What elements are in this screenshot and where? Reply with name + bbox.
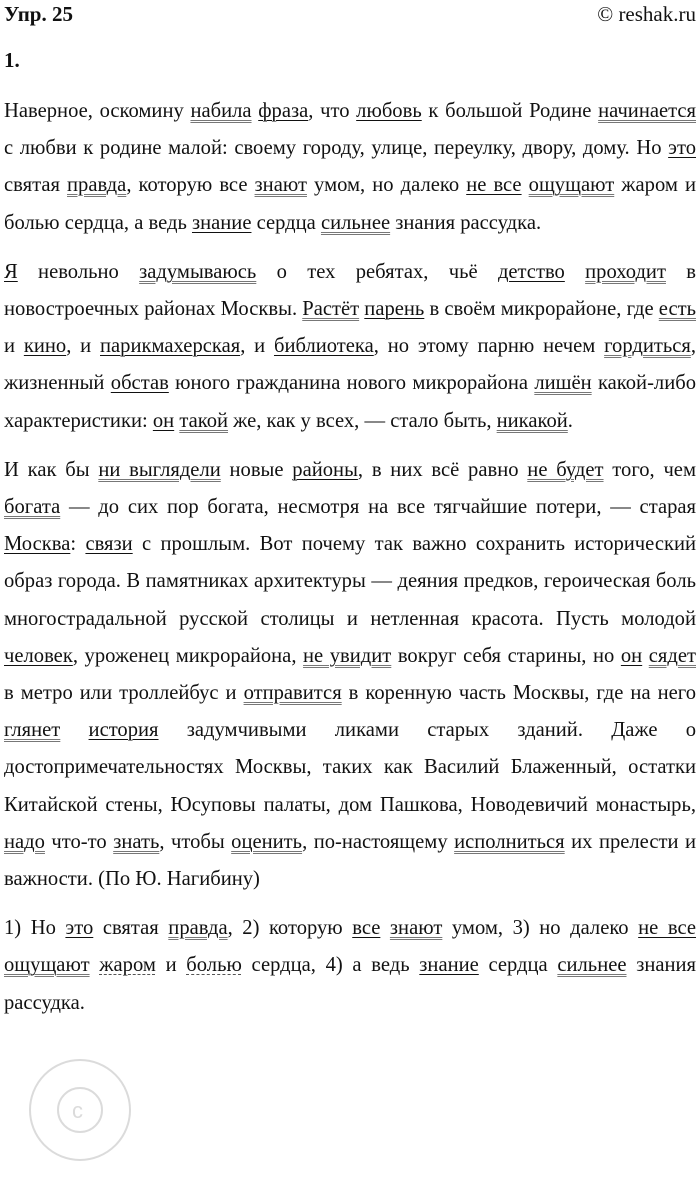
text-run: [60, 719, 88, 741]
sentence-analysis: [4, 910, 696, 1022]
text-run: сердца, 4) а ведь: [241, 954, 420, 977]
text-run: святая: [93, 917, 169, 940]
subject-word: это: [65, 917, 94, 940]
predicate-word: лишён: [534, 372, 592, 395]
paragraph-1: [4, 93, 696, 242]
predicate-word: ощущают: [528, 174, 615, 197]
text-run: сердца: [478, 954, 558, 977]
text-run: святая: [4, 174, 68, 197]
text-run: невольно: [17, 260, 140, 283]
predicate-word: ощущают: [4, 954, 90, 977]
text-run: , которую все: [126, 174, 255, 197]
predicate-word: сильнее: [557, 954, 627, 977]
text-run: в метро или троллейбус и: [4, 682, 244, 705]
text-run: :: [70, 533, 86, 556]
subject-word: кино: [23, 335, 67, 358]
predicate-word: отправится: [243, 682, 342, 705]
subject-word: история: [88, 719, 159, 742]
text-run: знания рассудка.: [390, 211, 542, 234]
text-run: [522, 174, 529, 196]
predicate-word: есть: [658, 298, 696, 321]
text-run: жаром и болью сердца, а ведь: [4, 174, 697, 234]
text-run: вокруг себя старины, но: [391, 644, 621, 667]
text-run: умом, но далеко: [306, 174, 467, 197]
text-run: новые: [220, 458, 293, 481]
text-run: — до сих пор богата, несмотря на все тягчайшие потери, — старая: [60, 496, 696, 519]
text-run: , уроженец микрорайона,: [72, 644, 304, 667]
subject-word: знание: [191, 211, 252, 234]
text-run: знания рассудка.: [4, 954, 696, 1014]
predicate-word: такой: [179, 409, 229, 432]
task-number: 1.: [4, 48, 20, 72]
text-run: , и: [66, 335, 100, 358]
predicate-word: набила: [190, 100, 252, 122]
text-run: [380, 917, 390, 939]
text-run: в коренную часть Москвы, где на него: [341, 682, 696, 705]
text-run: , что: [308, 100, 357, 122]
text-run: , по-настоящему: [302, 830, 455, 853]
subject-word: районы: [292, 458, 358, 481]
text-run: [90, 954, 100, 976]
text-run: того, чем: [603, 458, 696, 481]
predicate-word: знать: [113, 830, 160, 853]
predicate-word: начинается: [598, 100, 696, 122]
subject-word: любовь: [356, 100, 422, 122]
text-run: же, как у всех, — стало быть,: [228, 409, 497, 432]
predicate-word: правда: [67, 174, 127, 197]
predicate-word: не увидит: [303, 644, 392, 667]
text-run: , в них всё равно: [357, 458, 528, 481]
svg-text:c: c: [72, 1098, 83, 1123]
subject-word: обстав: [110, 372, 169, 395]
text-run: о тех ребятах, чьё: [256, 260, 498, 283]
text-run: в новостроечных районах Москвы.: [4, 260, 697, 321]
text-run: в своём микрорайоне, где: [424, 298, 659, 321]
subject-word: не все: [638, 917, 696, 940]
text-run: , но этому парню нечем: [373, 335, 605, 358]
paragraph-3: [4, 452, 696, 898]
predicate-word: исполниться: [454, 830, 565, 853]
text-run: , жизненный: [4, 335, 697, 395]
text-run: задумчивыми ликами старых зданий. Даже о достопримечательностях Москвы, таких как Василий Блаженный, остатки Китайской стены, Юсуповы палаты, дом Пашкова, Новодевичий монастырь,: [4, 719, 697, 816]
text-run: 1) Но: [4, 917, 66, 940]
text-run: , 2) которую: [227, 917, 353, 940]
subject-word: детство: [497, 260, 565, 283]
predicate-word: Растёт: [302, 298, 360, 321]
subject-word: это: [668, 137, 696, 160]
predicate-word: не будет: [527, 458, 604, 481]
text-run: и: [155, 954, 187, 977]
text-run: , чтобы: [159, 830, 232, 853]
subject-word: парикмахерская: [100, 335, 241, 358]
predicate-word: надо: [4, 830, 45, 853]
text-run: умом, 3) но далеко: [442, 917, 639, 940]
subject-word: Москва: [4, 533, 71, 556]
text-run: [565, 261, 585, 283]
subject-word: человек: [4, 644, 73, 667]
predicate-word: богата: [4, 496, 61, 519]
text-run: их прелести и важности. (По Ю. Нагибину): [4, 830, 697, 891]
subject-word: фраза: [258, 100, 309, 122]
exercise-title: Упр. 25: [4, 2, 73, 26]
header: [4, 2, 696, 28]
paragraph-2: [4, 254, 696, 440]
predicate-word: ни выглядели: [98, 458, 221, 481]
subject-word: не все: [466, 174, 522, 197]
text-run: к большой Родине: [421, 100, 599, 122]
predicate-word: глянет: [4, 719, 61, 742]
text-run: , и: [240, 335, 274, 358]
subject-word: он: [620, 644, 643, 667]
text-run: юного гражданина нового микрорайона: [168, 372, 535, 395]
text-run: сердца: [251, 211, 321, 234]
adverbial-word: жаром: [99, 954, 156, 977]
text-run: что-то: [44, 830, 114, 853]
predicate-word: знают: [254, 174, 307, 197]
subject-word: знание: [419, 954, 479, 977]
subject-word: все: [352, 917, 381, 940]
predicate-word: сядет: [648, 644, 696, 667]
adverbial-word: болью: [186, 954, 242, 977]
text-body: [4, 93, 696, 1034]
watermark-logo: [20, 1050, 140, 1170]
subject-word: Я: [4, 260, 18, 283]
copyright: © reshak.ru: [597, 2, 696, 26]
predicate-word: проходит: [585, 260, 666, 283]
text-run: с прошлым. Вот почему так важно сохранить исторический образ города. В памятниках архитектуры — деяния предков, героическая боль многострадальной русской столицы и нетленная красота. Пусть молодой: [4, 533, 697, 630]
subject-word: библиотека: [273, 335, 374, 358]
text-run: какой-либо характеристики:: [4, 372, 697, 432]
predicate-word: правда: [168, 917, 228, 940]
text-run: и: [4, 335, 24, 358]
predicate-word: гордиться: [604, 335, 691, 358]
text-run: .: [567, 409, 573, 432]
text-run: И как бы: [4, 458, 99, 481]
predicate-word: никакой: [496, 409, 568, 432]
subject-word: связи: [85, 533, 133, 556]
predicate-word: оценить: [231, 830, 303, 853]
text-run: Наверное, оскомину: [4, 100, 191, 122]
subject-word: парень: [364, 298, 425, 321]
predicate-word: знают: [389, 917, 443, 940]
predicate-word: сильнее: [320, 211, 391, 234]
text-run: с любви к родине малой: своему городу, улице, переулку, двору, дому. Но: [4, 137, 669, 160]
subject-word: он: [152, 409, 175, 432]
predicate-word: задумываюсь: [139, 260, 257, 283]
